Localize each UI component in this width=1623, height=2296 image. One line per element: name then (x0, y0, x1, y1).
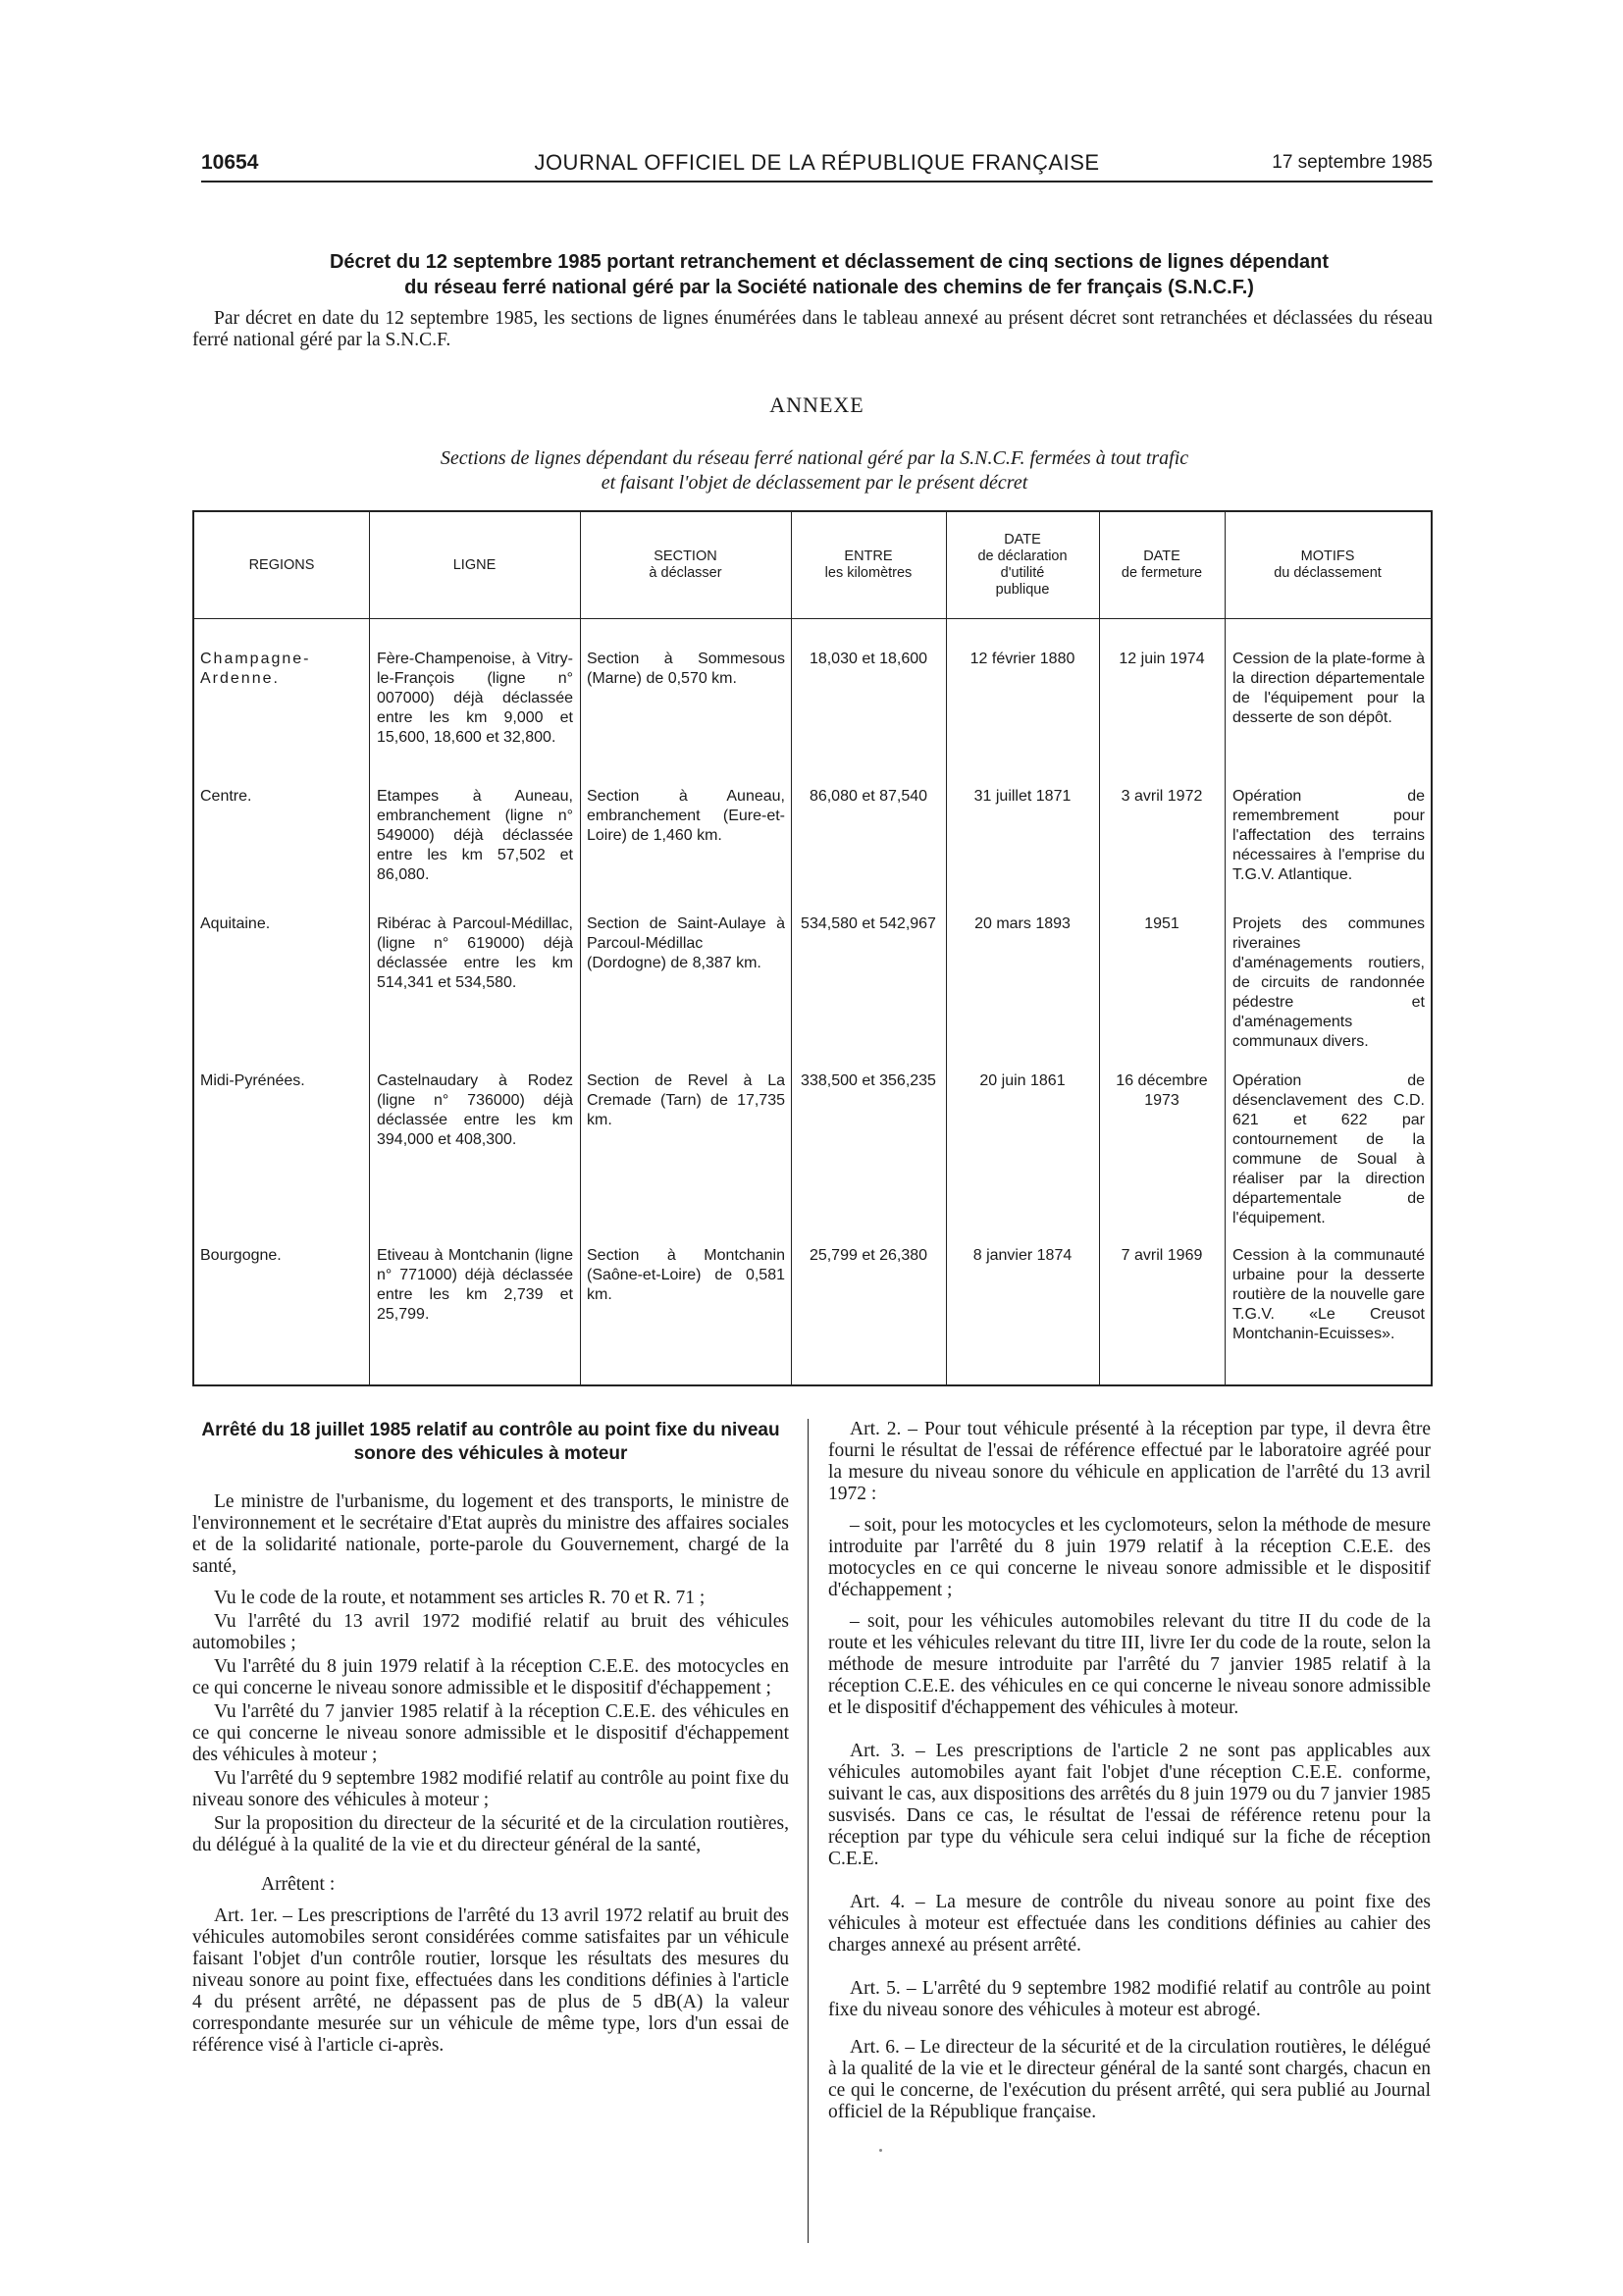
table-cell-region: Champagne- Ardenne. (200, 651, 311, 687)
table-cell-date-fermeture: 16 décembre 1973 (1116, 1072, 1208, 1109)
table-cell-ligne: Ribérac à Parcoul-Médillac, (ligne n° 619000) déjà déclassée entre les km 514,341 et 534,580. (377, 915, 573, 991)
column-divider (946, 512, 947, 1384)
header-entre: ENTRE les kilomètres (824, 548, 913, 581)
column-divider (791, 512, 792, 1384)
decret-title-line-1: Décret du 12 septembre 1985 portant retranchement et déclassement de cinq sections de lignes dépendant (329, 251, 1330, 273)
header-date-fermeture: DATE de fermeture (1121, 548, 1203, 581)
header-section: SECTION à déclasser (649, 548, 722, 581)
table-cell-date-declaration: 20 mars 1893 (974, 915, 1071, 932)
page-number: 10654 (201, 151, 259, 174)
table-cell-ligne: Etiveau à Montchanin (ligne n° 771000) déjà déclassée entre les km 2,739 et 25,799. (377, 1247, 573, 1323)
table-cell-ligne: Castelnaudary à Rodez (ligne n° 736000) déjà déclassée entre les km 394,000 et 408,300. (377, 1072, 573, 1148)
article-6: Art. 6. – Le directeur de la sécurité et de la circulation routières, le délégué à la qualité de la vie et le directeur général de la santé sont chargés, chacun en ce qui le concerne, de l'exécution du présent arrêté, qui sera publié au Journal officiel de la République française. (828, 2037, 1431, 2122)
arrete-visa: Vu l'arrêté du 8 juin 1979 relatif à la réception C.E.E. des motocycles en ce qui concerne le niveau sonore admissible et le dispositif d'échappement ; (192, 1656, 789, 1698)
annexe-subtitle-line-2: et faisant l'objet de déclassement par le présent décret (601, 472, 1028, 494)
table-cell-section: Section de Revel à La Cremade (Tarn) de 17,735 km. (587, 1072, 785, 1128)
decret-paragraph: Par décret en date du 12 septembre 1985, les sections de lignes énumérées dans le tableau annexé au présent décret sont retranchées et déclassées du réseau ferré national géré par la S.N.C.F. (192, 308, 1433, 350)
annexe-subtitle-line-1: Sections de lignes dépendant du réseau ferré national géré par la S.N.C.F. fermées à tout trafic (440, 447, 1189, 469)
table-cell-date-declaration: 8 janvier 1874 (972, 1247, 1073, 1264)
table-cell-section: Section à Auneau, embranchement (Eure-et-Loire) de 1,460 km. (587, 788, 785, 844)
column-divider (580, 512, 581, 1384)
table-cell-date-fermeture: 1951 (1144, 915, 1179, 932)
table-cell-motifs: Opération de remembrement pour l'affectation des terrains nécessaires à l'emprise du T.G.V. Atlantique. (1232, 788, 1425, 883)
table-cell-motifs: Cession à la communauté urbaine pour la desserte routière de la nouvelle gare T.G.V. «Le Creusot Montchanin-Ecuisses». (1232, 1247, 1425, 1342)
table-cell-motifs: Projets des communes riveraines d'aménagements routiers, de circuits de randonnée pédestre et d'aménagements communaux divers. (1232, 915, 1425, 1050)
table-cell-date-fermeture: 12 juin 1974 (1119, 651, 1205, 667)
arrete-right-column (828, 1419, 1431, 2133)
header-motifs: MOTIFS du déclassement (1274, 548, 1382, 581)
table-cell-region: Bourgogne. (200, 1247, 282, 1264)
header-divider (194, 618, 1431, 619)
table-cell-date-declaration: 31 juillet 1871 (973, 788, 1072, 805)
header-ligne: LIGNE (452, 556, 497, 573)
table-cell-motifs: Opération de désenclavement des C.D. 621 et 622 par contournement de la commune de Soual à réaliser par la direction départementale de l'équipement. (1232, 1072, 1425, 1226)
arrete-visa: Vu le code de la route, et notamment ses articles R. 70 et R. 71 ; (214, 1588, 706, 1608)
arrete-left-column (192, 1419, 789, 2066)
table-cell-ligne: Etampes à Auneau, embranchement (ligne n° 549000) déjà déclassée entre les km 57,502 et 86,080. (377, 788, 573, 883)
article-5: Art. 5. – L'arrêté du 9 septembre 1982 modifié relatif au contrôle au point fixe du niveau sonore des véhicules à moteur est abrogé. (828, 1978, 1431, 2020)
table-cell-section: Section à Sommesous (Marne) de 0,570 km. (587, 651, 785, 687)
table-cell-date-fermeture: 7 avril 1969 (1121, 1247, 1203, 1264)
table-cell-date-declaration: 12 février 1880 (969, 651, 1075, 667)
annexe-subtitle (324, 446, 1305, 496)
arrete-paragraph: Le ministre de l'urbanisme, du logement et des transports, le ministre de l'environnement et le secrétaire d'Etat auprès du ministre des affaires sociales et de la solidarité nationale, porte-parole du Gouvernement, chargé de la santé, (192, 1491, 789, 1577)
table-cell-entre: 25,799 et 26,380 (809, 1247, 928, 1264)
arrete-visa: Vu l'arrêté du 9 septembre 1982 modifié relatif au contrôle au point fixe du niveau sonore des véhicules à moteur ; (192, 1768, 789, 1810)
decret-title-line-2: du réseau ferré national géré par la Société nationale des chemins de fer français (S.N.C.F.) (404, 277, 1254, 298)
article-4: Art. 4. – La mesure de contrôle du niveau sonore au point fixe des véhicules à moteur est effectuée dans les conditions définies au cahier des charges annexé au présent arrêté. (828, 1892, 1431, 1956)
table-cell-date-declaration: 20 juin 1861 (979, 1072, 1066, 1089)
table-cell-entre: 534,580 et 542,967 (801, 915, 936, 932)
page-header (201, 147, 1433, 183)
article-2: Art. 2. – Pour tout véhicule présenté à la réception par type, il devra être fourni le résultat de l'essai de référence effectué par le laboratoire agréé pour la mesure du niveau sonore du véhicule en application de l'arrêté du 13 avril 1972 : (828, 1419, 1431, 1504)
table-cell-entre: 86,080 et 87,540 (809, 788, 928, 805)
arrete-visa: Vu l'arrêté du 13 avril 1972 modifié relatif au bruit des véhicules automobiles ; (192, 1611, 789, 1653)
arrete-visa: Vu l'arrêté du 7 janvier 1985 relatif à la réception C.E.E. des véhicules en ce qui concerne le niveau sonore admissible et le dispositif d'échappement des véhicules à moteur ; (192, 1701, 789, 1765)
table-cell-entre: 18,030 et 18,600 (809, 651, 928, 667)
header-regions: REGIONS (248, 556, 315, 573)
table-cell-ligne: Fère-Champenoise, à Vitry-le-François (ligne n° 007000) déjà déclassée entre les km 9,000 et 15,600, 18,600 et 32,800. (377, 651, 573, 746)
table-cell-date-fermeture: 3 avril 1972 (1121, 788, 1203, 805)
table-cell-motifs: Cession de la plate-forme à la direction départementale de l'équipement pour la desserte de son dépôt. (1232, 651, 1425, 726)
table-cell-entre: 338,500 et 356,235 (801, 1072, 936, 1089)
decret-body (192, 308, 1433, 351)
decret-title (226, 249, 1433, 300)
column-divider (369, 512, 370, 1384)
table-cell-region: Midi-Pyrénées. (200, 1072, 305, 1089)
table-cell-section: Section à Montchanin (Saône-et-Loire) de 0,581 km. (587, 1247, 785, 1303)
column-separator (808, 1419, 809, 2243)
arrete-title: Arrêté du 18 juillet 1985 relatif au contrôle au point fixe du niveau sonore des véhicules à moteur (201, 1420, 780, 1464)
annexe-title: ANNEXE (769, 392, 864, 417)
column-divider (1225, 512, 1226, 1384)
table-cell-region: Centre. (200, 788, 252, 805)
table-cell-region: Aquitaine. (200, 915, 271, 932)
article-2-indent-1: – soit, pour les motocycles et les cyclomoteurs, selon la méthode de mesure introduite par l'arrêté du 8 juin 1979 relatif à la réception C.E.E. des motocycles en ce qui concerne le niveau sonore admissible et le dispositif d'échappement ; (828, 1515, 1431, 1600)
table-cell-section: Section de Saint-Aulaye à Parcoul-Médillac (Dordogne) de 8,387 km. (587, 915, 785, 971)
article-2-indent-2: – soit, pour les véhicules automobiles relevant du titre II du code de la route et les véhicules relevant du titre III, livre Ier du code de la route, selon la méthode de mesure introduite par l'arrêté du 7 janvier 1985 relatif à la réception C.E.E. des véhicules en ce qui concerne le niveau sonore admissible et le dispositif d'échappement des véhicules à moteur. (828, 1611, 1431, 1718)
arretent-heading: Arrêtent : (261, 1874, 336, 1895)
annexe-table (192, 510, 1433, 1386)
article-3: Art. 3. – Les prescriptions de l'article 2 ne sont pas applicables aux véhicules automobiles ayant fait l'objet d'une réception C.E.E. conforme, suivant le cas, aux dispositions des arrêtés du 8 juin 1979 ou du 7 janvier 1985 susvisés. Dans ce cas, le résultat de l'essai de référence retenu pour la réception par type du véhicule sera celui indiqué sur la fiche de réception C.E.E. (828, 1741, 1431, 1869)
article-1: Art. 1er. – Les prescriptions de l'arrêté du 13 avril 1972 relatif au bruit des véhicules automobiles seront considérées comme satisfaites par un véhicule faisant l'objet d'un contrôle routier, lorsque les résultats des mesures du niveau sonore au point fixe, effectuées dans les conditions définies à l'article 4 du présent arrêté, ne dépassent pas de plus de 5 dB(A) la valeur correspondante mesurée sur un véhicule de même type, lors d'un essai de référence visé à l'article ci-après. (192, 1905, 789, 2056)
arrete-visa: Sur la proposition du directeur de la sécurité et de la circulation routières, du délégué à la qualité de la vie et du directeur général de la santé, (192, 1813, 789, 1855)
scan-speck (879, 2149, 882, 2152)
column-divider (1099, 512, 1100, 1384)
issue-date: 17 septembre 1985 (1272, 152, 1433, 173)
header-date-declaration: DATE de déclaration d'utilité publique (977, 532, 1068, 598)
journal-title: JOURNAL OFFICIEL DE LA RÉPUBLIQUE FRANÇAISE (534, 150, 1100, 175)
